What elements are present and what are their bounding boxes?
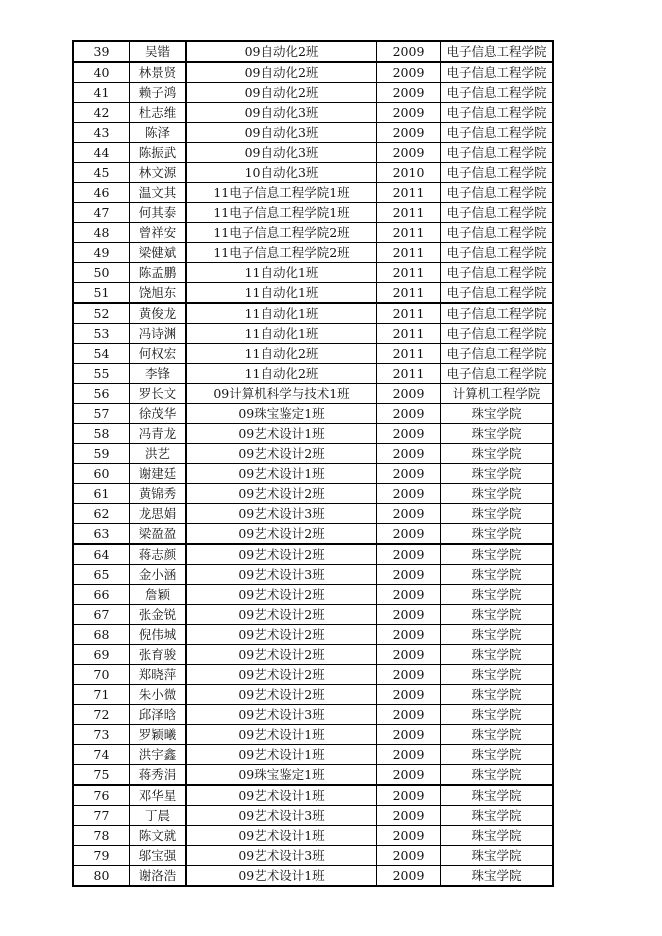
student-name-cell: 张金锐 <box>130 605 187 625</box>
college-cell: 珠宝学院 <box>441 665 554 685</box>
student-name-cell: 林景贤 <box>130 62 187 83</box>
college-cell: 珠宝学院 <box>441 806 554 826</box>
row-number-cell: 77 <box>73 806 130 826</box>
student-name-cell: 蒋志颜 <box>130 544 187 565</box>
college-cell: 电子信息工程学院 <box>441 103 554 123</box>
table-row <box>73 183 553 203</box>
college-cell: 珠宝学院 <box>441 745 554 765</box>
college-cell: 珠宝学院 <box>441 504 554 524</box>
student-name-cell: 冯青龙 <box>130 424 187 444</box>
college-cell: 珠宝学院 <box>441 484 554 504</box>
year-cell: 2009 <box>377 544 441 565</box>
class-name-cell: 11自动化1班 <box>186 324 377 344</box>
class-name-cell: 11自动化1班 <box>186 263 377 283</box>
year-cell: 2009 <box>377 62 441 83</box>
student-name-cell: 张育骏 <box>130 645 187 665</box>
row-number-cell: 61 <box>73 484 130 504</box>
table-row <box>73 103 553 123</box>
year-cell: 2009 <box>377 524 441 545</box>
table-row <box>73 524 553 545</box>
college-cell: 珠宝学院 <box>441 685 554 705</box>
year-cell: 2009 <box>377 424 441 444</box>
table-row <box>73 605 553 625</box>
student-name-cell: 吴锴 <box>130 41 187 62</box>
college-cell: 珠宝学院 <box>441 424 554 444</box>
college-cell: 电子信息工程学院 <box>441 283 554 304</box>
table-row <box>73 866 553 887</box>
year-cell: 2011 <box>377 344 441 364</box>
class-name-cell: 09艺术设计3班 <box>186 565 377 585</box>
row-number-cell: 57 <box>73 404 130 424</box>
year-cell: 2009 <box>377 866 441 887</box>
class-name-cell: 09艺术设计2班 <box>186 585 377 605</box>
row-number-cell: 56 <box>73 384 130 404</box>
student-name-cell: 蒋秀涓 <box>130 765 187 786</box>
student-name-cell: 詹颖 <box>130 585 187 605</box>
row-number-cell: 80 <box>73 866 130 887</box>
row-number-cell: 50 <box>73 263 130 283</box>
row-number-cell: 51 <box>73 283 130 304</box>
class-name-cell: 11自动化1班 <box>186 303 377 324</box>
student-name-cell: 黄锦秀 <box>130 484 187 504</box>
year-cell: 2009 <box>377 103 441 123</box>
row-number-cell: 68 <box>73 625 130 645</box>
table-row <box>73 143 553 163</box>
year-cell: 2009 <box>377 625 441 645</box>
table-row <box>73 765 553 786</box>
class-name-cell: 09珠宝鉴定1班 <box>186 404 377 424</box>
table-row <box>73 464 553 484</box>
year-cell: 2011 <box>377 223 441 243</box>
row-number-cell: 79 <box>73 846 130 866</box>
college-cell: 珠宝学院 <box>441 524 554 545</box>
table-row <box>73 163 553 183</box>
year-cell: 2009 <box>377 765 441 786</box>
row-number-cell: 42 <box>73 103 130 123</box>
college-cell: 珠宝学院 <box>441 605 554 625</box>
class-name-cell: 09艺术设计2班 <box>186 625 377 645</box>
table-row <box>73 705 553 725</box>
table-row <box>73 62 553 83</box>
student-name-cell: 梁健斌 <box>130 243 187 263</box>
year-cell: 2009 <box>377 444 441 464</box>
student-name-cell: 洪宇鑫 <box>130 745 187 765</box>
table-row <box>73 203 553 223</box>
class-name-cell: 09艺术设计2班 <box>186 484 377 504</box>
college-cell: 电子信息工程学院 <box>441 364 554 384</box>
student-name-cell: 倪伟城 <box>130 625 187 645</box>
table-row <box>73 444 553 464</box>
table-row <box>73 645 553 665</box>
year-cell: 2011 <box>377 243 441 263</box>
college-cell: 珠宝学院 <box>441 866 554 887</box>
class-name-cell: 09自动化2班 <box>186 83 377 103</box>
class-name-cell: 09艺术设计1班 <box>186 826 377 846</box>
student-name-cell: 黄俊龙 <box>130 303 187 324</box>
year-cell: 2011 <box>377 303 441 324</box>
class-name-cell: 09自动化3班 <box>186 123 377 143</box>
class-name-cell: 11电子信息工程学院1班 <box>186 203 377 223</box>
student-name-cell: 罗颖曦 <box>130 725 187 745</box>
row-number-cell: 41 <box>73 83 130 103</box>
student-name-cell: 陈文就 <box>130 826 187 846</box>
college-cell: 电子信息工程学院 <box>441 223 554 243</box>
table-row <box>73 725 553 745</box>
year-cell: 2009 <box>377 826 441 846</box>
row-number-cell: 67 <box>73 605 130 625</box>
row-number-cell: 76 <box>73 785 130 806</box>
row-number-cell: 62 <box>73 504 130 524</box>
class-name-cell: 09艺术设计3班 <box>186 846 377 866</box>
table-row <box>73 243 553 263</box>
college-cell: 电子信息工程学院 <box>441 263 554 283</box>
student-name-cell: 邓华星 <box>130 785 187 806</box>
class-name-cell: 09自动化2班 <box>186 41 377 62</box>
table-row <box>73 826 553 846</box>
row-number-cell: 40 <box>73 62 130 83</box>
student-name-cell: 龙思娟 <box>130 504 187 524</box>
row-number-cell: 39 <box>73 41 130 62</box>
row-number-cell: 64 <box>73 544 130 565</box>
row-number-cell: 45 <box>73 163 130 183</box>
row-number-cell: 46 <box>73 183 130 203</box>
year-cell: 2009 <box>377 725 441 745</box>
year-cell: 2009 <box>377 585 441 605</box>
student-name-cell: 陈孟鹏 <box>130 263 187 283</box>
college-cell: 珠宝学院 <box>441 464 554 484</box>
class-name-cell: 09艺术设计2班 <box>186 524 377 545</box>
year-cell: 2009 <box>377 806 441 826</box>
class-name-cell: 09计算机科学与技术1班 <box>186 384 377 404</box>
class-name-cell: 09自动化3班 <box>186 103 377 123</box>
college-cell: 珠宝学院 <box>441 705 554 725</box>
table-row <box>73 364 553 384</box>
table-row <box>73 685 553 705</box>
year-cell: 2009 <box>377 665 441 685</box>
college-cell: 电子信息工程学院 <box>441 183 554 203</box>
table-row <box>73 83 553 103</box>
student-name-cell: 邱泽晗 <box>130 705 187 725</box>
college-cell: 电子信息工程学院 <box>441 243 554 263</box>
student-name-cell: 曾祥安 <box>130 223 187 243</box>
year-cell: 2009 <box>377 645 441 665</box>
college-cell: 珠宝学院 <box>441 645 554 665</box>
student-name-cell: 谢建廷 <box>130 464 187 484</box>
year-cell: 2009 <box>377 745 441 765</box>
college-cell: 珠宝学院 <box>441 826 554 846</box>
college-cell: 珠宝学院 <box>441 585 554 605</box>
year-cell: 2009 <box>377 83 441 103</box>
college-cell: 电子信息工程学院 <box>441 83 554 103</box>
student-name-cell: 陈振武 <box>130 143 187 163</box>
table-row <box>73 344 553 364</box>
college-cell: 电子信息工程学院 <box>441 163 554 183</box>
class-name-cell: 09艺术设计2班 <box>186 444 377 464</box>
student-name-cell: 朱小微 <box>130 685 187 705</box>
year-cell: 2009 <box>377 41 441 62</box>
row-number-cell: 66 <box>73 585 130 605</box>
class-name-cell: 09艺术设计1班 <box>186 745 377 765</box>
table-row <box>73 806 553 826</box>
row-number-cell: 58 <box>73 424 130 444</box>
class-name-cell: 10自动化3班 <box>186 163 377 183</box>
row-number-cell: 75 <box>73 765 130 786</box>
row-number-cell: 60 <box>73 464 130 484</box>
student-name-cell: 陈泽 <box>130 123 187 143</box>
college-cell: 珠宝学院 <box>441 444 554 464</box>
student-name-cell: 邬宝强 <box>130 846 187 866</box>
class-name-cell: 09艺术设计3班 <box>186 806 377 826</box>
table-row <box>73 585 553 605</box>
class-name-cell: 11电子信息工程学院2班 <box>186 223 377 243</box>
student-name-cell: 饶旭东 <box>130 283 187 304</box>
class-name-cell: 09艺术设计1班 <box>186 424 377 444</box>
row-number-cell: 59 <box>73 444 130 464</box>
class-name-cell: 11自动化1班 <box>186 283 377 304</box>
college-cell: 电子信息工程学院 <box>441 143 554 163</box>
student-list-table <box>72 40 554 887</box>
year-cell: 2011 <box>377 283 441 304</box>
table-row <box>73 384 553 404</box>
row-number-cell: 72 <box>73 705 130 725</box>
student-name-cell: 丁晨 <box>130 806 187 826</box>
table-row <box>73 665 553 685</box>
college-cell: 电子信息工程学院 <box>441 203 554 223</box>
year-cell: 2009 <box>377 123 441 143</box>
table-row <box>73 565 553 585</box>
class-name-cell: 11自动化2班 <box>186 344 377 364</box>
row-number-cell: 52 <box>73 303 130 324</box>
row-number-cell: 55 <box>73 364 130 384</box>
year-cell: 2009 <box>377 404 441 424</box>
table-row <box>73 41 553 62</box>
student-name-cell: 谢洛浩 <box>130 866 187 887</box>
student-name-cell: 徐茂华 <box>130 404 187 424</box>
row-number-cell: 73 <box>73 725 130 745</box>
row-number-cell: 48 <box>73 223 130 243</box>
year-cell: 2011 <box>377 364 441 384</box>
year-cell: 2009 <box>377 143 441 163</box>
table-row <box>73 223 553 243</box>
student-name-cell: 温文其 <box>130 183 187 203</box>
college-cell: 珠宝学院 <box>441 404 554 424</box>
year-cell: 2009 <box>377 705 441 725</box>
student-name-cell: 何权宏 <box>130 344 187 364</box>
college-cell: 珠宝学院 <box>441 544 554 565</box>
table-row <box>73 504 553 524</box>
year-cell: 2009 <box>377 685 441 705</box>
class-name-cell: 09艺术设计1班 <box>186 866 377 887</box>
class-name-cell: 09艺术设计2班 <box>186 544 377 565</box>
year-cell: 2010 <box>377 163 441 183</box>
row-number-cell: 71 <box>73 685 130 705</box>
student-name-cell: 何其泰 <box>130 203 187 223</box>
college-cell: 电子信息工程学院 <box>441 123 554 143</box>
class-name-cell: 09艺术设计2班 <box>186 665 377 685</box>
college-cell: 计算机工程学院 <box>441 384 554 404</box>
year-cell: 2009 <box>377 504 441 524</box>
class-name-cell: 09艺术设计1班 <box>186 464 377 484</box>
table-row <box>73 484 553 504</box>
class-name-cell: 09自动化3班 <box>186 143 377 163</box>
table-row <box>73 283 553 304</box>
year-cell: 2009 <box>377 565 441 585</box>
year-cell: 2011 <box>377 263 441 283</box>
row-number-cell: 69 <box>73 645 130 665</box>
college-cell: 珠宝学院 <box>441 625 554 645</box>
college-cell: 电子信息工程学院 <box>441 324 554 344</box>
table-row <box>73 846 553 866</box>
student-name-cell: 冯诗渊 <box>130 324 187 344</box>
table-row <box>73 785 553 806</box>
class-name-cell: 09自动化2班 <box>186 62 377 83</box>
row-number-cell: 53 <box>73 324 130 344</box>
student-name-cell: 李锋 <box>130 364 187 384</box>
college-cell: 电子信息工程学院 <box>441 344 554 364</box>
college-cell: 珠宝学院 <box>441 565 554 585</box>
college-cell: 珠宝学院 <box>441 785 554 806</box>
college-cell: 珠宝学院 <box>441 725 554 745</box>
row-number-cell: 43 <box>73 123 130 143</box>
table-body <box>73 41 553 886</box>
row-number-cell: 54 <box>73 344 130 364</box>
class-name-cell: 11电子信息工程学院2班 <box>186 243 377 263</box>
class-name-cell: 09艺术设计3班 <box>186 705 377 725</box>
student-name-cell: 洪艺 <box>130 444 187 464</box>
year-cell: 2011 <box>377 324 441 344</box>
student-name-cell: 梁盈盈 <box>130 524 187 545</box>
year-cell: 2011 <box>377 183 441 203</box>
year-cell: 2009 <box>377 785 441 806</box>
row-number-cell: 65 <box>73 565 130 585</box>
year-cell: 2009 <box>377 846 441 866</box>
class-name-cell: 09艺术设计2班 <box>186 685 377 705</box>
class-name-cell: 09艺术设计3班 <box>186 504 377 524</box>
college-cell: 珠宝学院 <box>441 846 554 866</box>
table-row <box>73 625 553 645</box>
year-cell: 2009 <box>377 484 441 504</box>
class-name-cell: 09艺术设计2班 <box>186 605 377 625</box>
table-row <box>73 263 553 283</box>
year-cell: 2009 <box>377 464 441 484</box>
row-number-cell: 47 <box>73 203 130 223</box>
student-name-cell: 郑晓萍 <box>130 665 187 685</box>
college-cell: 电子信息工程学院 <box>441 62 554 83</box>
student-name-cell: 杜志维 <box>130 103 187 123</box>
class-name-cell: 09珠宝鉴定1班 <box>186 765 377 786</box>
table-row <box>73 303 553 324</box>
class-name-cell: 09艺术设计1班 <box>186 785 377 806</box>
college-cell: 电子信息工程学院 <box>441 41 554 62</box>
table-row <box>73 324 553 344</box>
year-cell: 2011 <box>377 203 441 223</box>
college-cell: 电子信息工程学院 <box>441 303 554 324</box>
table-row <box>73 404 553 424</box>
class-name-cell: 11电子信息工程学院1班 <box>186 183 377 203</box>
row-number-cell: 74 <box>73 745 130 765</box>
student-name-cell: 罗长文 <box>130 384 187 404</box>
row-number-cell: 63 <box>73 524 130 545</box>
table-row <box>73 544 553 565</box>
student-name-cell: 金小涵 <box>130 565 187 585</box>
table-row <box>73 123 553 143</box>
row-number-cell: 78 <box>73 826 130 846</box>
class-name-cell: 09艺术设计2班 <box>186 645 377 665</box>
student-name-cell: 林文源 <box>130 163 187 183</box>
class-name-cell: 11自动化2班 <box>186 364 377 384</box>
student-name-cell: 赖子鸿 <box>130 83 187 103</box>
table-row <box>73 745 553 765</box>
row-number-cell: 70 <box>73 665 130 685</box>
row-number-cell: 49 <box>73 243 130 263</box>
college-cell: 珠宝学院 <box>441 765 554 786</box>
class-name-cell: 09艺术设计1班 <box>186 725 377 745</box>
table-row <box>73 424 553 444</box>
row-number-cell: 44 <box>73 143 130 163</box>
year-cell: 2009 <box>377 605 441 625</box>
year-cell: 2009 <box>377 384 441 404</box>
